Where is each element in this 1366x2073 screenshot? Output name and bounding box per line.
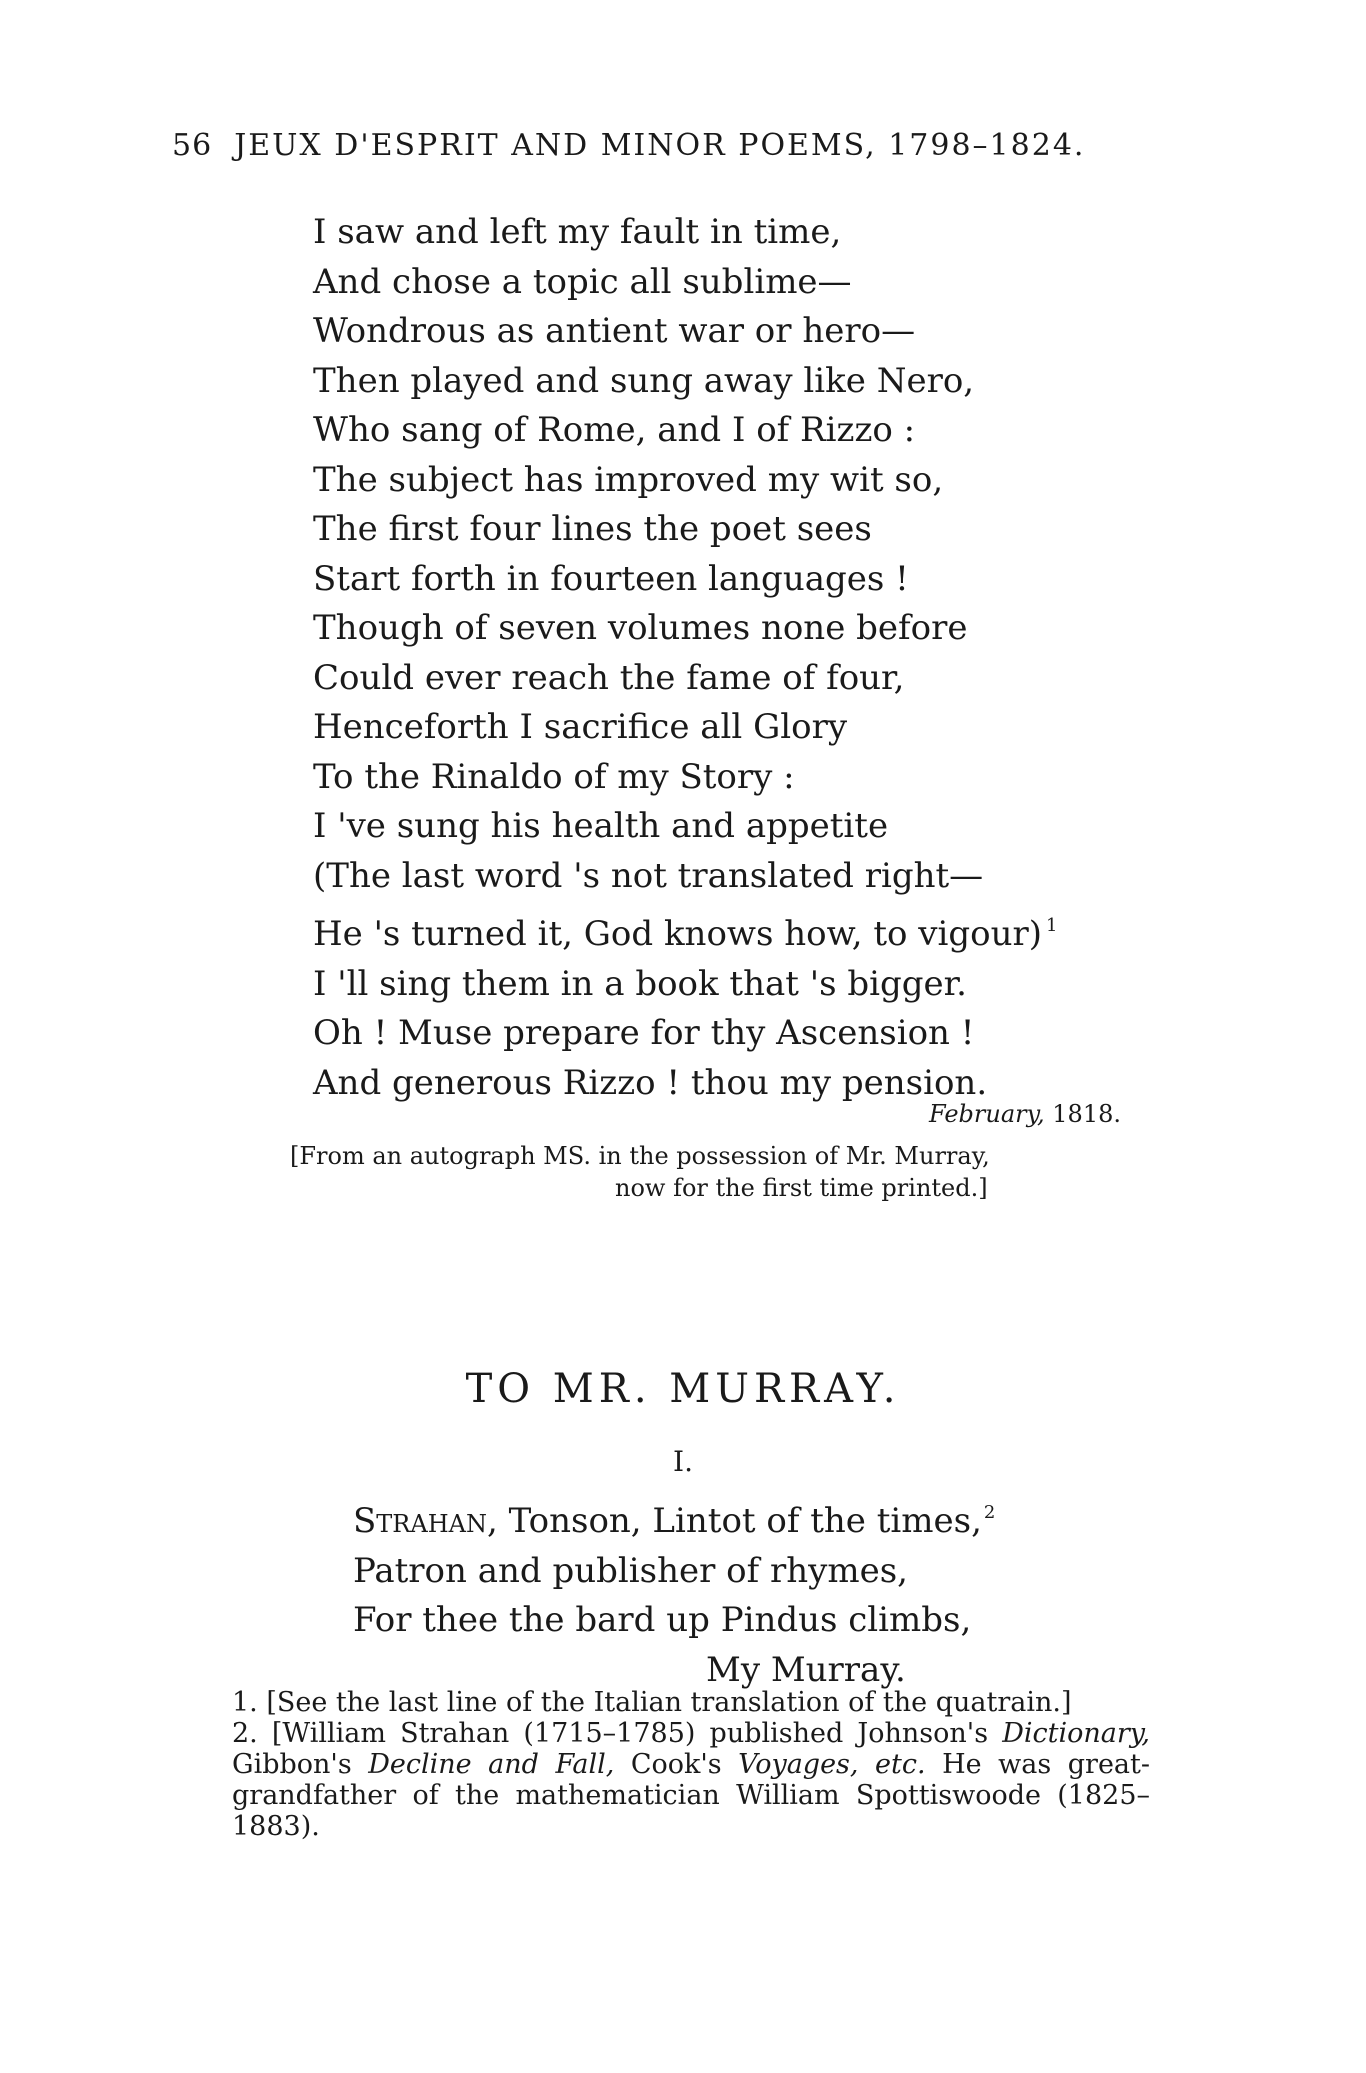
running-head — [172, 128, 1085, 163]
footnote-2-text: Cook's — [614, 1749, 739, 1780]
page-number: 56 — [172, 128, 213, 163]
poem-line: I 've sung his health and appetite — [313, 806, 889, 846]
source-note — [290, 1140, 1122, 1204]
footnote-2-italic: Dictionary, — [1002, 1718, 1150, 1749]
poem-line: Then played and sung away like Nero, — [313, 360, 975, 401]
poem-line-with-footnote — [313, 901, 1057, 960]
poem-line-text: He 's turned it, God knows how, to vigour) — [313, 914, 1042, 954]
poem-line: (The last word 's not translated right— — [313, 855, 984, 896]
poem-line: I saw and left my fault in time, — [313, 212, 842, 252]
poem-line: Henceforth I sacrifice all Glory — [313, 707, 848, 747]
poem-line: The subject has improved my wit so, — [313, 459, 944, 500]
poem-line: The first four lines the poet sees — [313, 509, 872, 549]
poem-line-with-footnote — [353, 1488, 995, 1547]
footnote-1: 1. [See the last line of the Italian translation of the quatrain.] — [232, 1687, 1072, 1718]
poem-date — [929, 1100, 1121, 1128]
poem-line: I 'll sing them in a book that 's bigger. — [313, 963, 967, 1004]
poem-to-mr-murray — [353, 1488, 995, 1695]
running-title: JEUX D'ESPRIT AND MINOR POEMS, 1798–1824. — [234, 128, 1086, 163]
stanza-number: I. — [673, 1445, 693, 1478]
footnote-2-italic: etc. — [875, 1749, 926, 1780]
date-month: February, — [929, 1100, 1045, 1128]
poem-line-indented: My Murray. — [706, 1649, 906, 1690]
footnote-2-text: He was great-grandfather of the mathematician William Spottiswoode (1825–1883). — [232, 1749, 1150, 1842]
poem-line: For thee the bard up Pindus climbs, — [353, 1600, 972, 1640]
poem-line: And generous Rizzo ! thou my pension. — [313, 1062, 988, 1103]
source-line-1: [From an autograph MS. in the possession of Mr. Murray, — [290, 1142, 990, 1170]
poem-line: And chose a topic all sublime— — [313, 261, 852, 302]
footnote-2 — [232, 1718, 1150, 1842]
poem-line: To the Rinaldo of my Story : — [313, 756, 795, 797]
footnote-2-text: 2. [William Strahan (1715–1785) published Johnson's — [232, 1718, 1003, 1749]
footnote-ref-2[interactable]: 2 — [983, 1502, 996, 1523]
date-year: 1818. — [1052, 1100, 1121, 1128]
poem-title: TO MR. MURRAY. — [465, 1366, 901, 1412]
poem-line: Could ever reach the fame of four, — [313, 657, 905, 698]
footnotes — [232, 1687, 1150, 1842]
source-line-2: now for the first time printed.] — [615, 1174, 988, 1202]
footnote-2-text: Gibbon's — [232, 1749, 369, 1780]
poem-line: Oh ! Muse prepare for thy Ascension ! — [313, 1013, 975, 1053]
poem-line: Though of seven volumes none before — [313, 608, 968, 648]
poem-line: Start forth in fourteen languages ! — [313, 558, 909, 599]
poem-line-text: Tonson, Lintot of the times, — [497, 1501, 982, 1541]
first-word-small-caps: Strahan, — [353, 1501, 498, 1541]
footnote-ref-1[interactable]: 1 — [1046, 915, 1058, 936]
poem-line: Patron and publisher of rhymes, — [353, 1550, 908, 1591]
footnote-2-italic: Decline and Fall, — [368, 1749, 615, 1780]
poem-line: Wondrous as antient war or hero— — [313, 311, 916, 351]
poem-february-1818 — [313, 208, 1057, 1108]
poem-line: Who sang of Rome, and I of Rizzo : — [313, 410, 916, 450]
footnote-2-italic: Voyages, — [738, 1749, 859, 1780]
